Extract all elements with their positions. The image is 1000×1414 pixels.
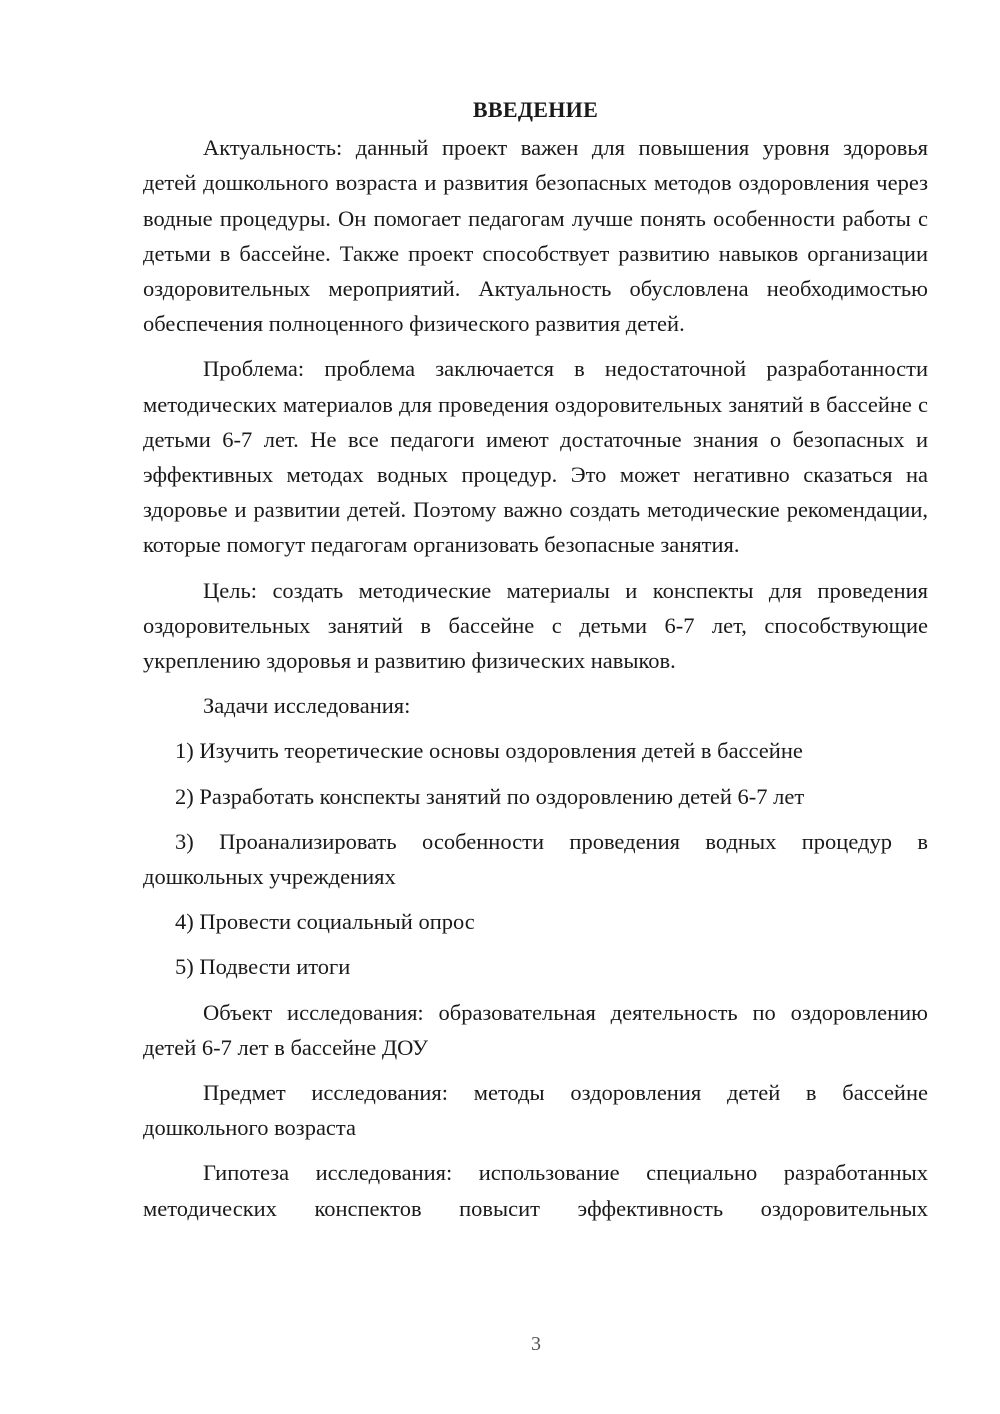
task-item: 1) Изучить теоретические основы оздоровления детей в бассейне bbox=[175, 738, 803, 764]
paragraph-relevance: Актуальность: данный проект важен для повышения уровня здоровья детей дошкольного возраста и развития безопасных методов оздоровления через водные процедуры. Он помогает педагогам лучше понять особенности работы с детьми в бассейне. Также проект способствует развитию навыков организации оздоровительных мероприятий. Актуальность обусловлена необходимостью обеспечения полноценного физического развития детей. bbox=[143, 135, 928, 337]
paragraph-subject: Предмет исследования: методы оздоровления детей в бассейне дошкольного возраста bbox=[143, 1080, 928, 1141]
paragraph-object: Объект исследования: образовательная деятельность по оздоровлению детей 6-7 лет в бассейне ДОУ bbox=[143, 999, 928, 1060]
page-body bbox=[143, 92, 928, 1226]
page-title: ВВЕДЕНИЕ bbox=[472, 97, 599, 122]
paragraph-goal: Цель: создать методические материалы и конспекты для проведения оздоровительных занятий в бассейне с детьми 6-7 лет, способствующие укреплению здоровья и развитию физических навыков. bbox=[143, 577, 928, 674]
task-item: 5) Подвести итоги bbox=[175, 954, 351, 980]
tasks-heading: Задачи исследования: bbox=[203, 693, 411, 719]
paragraph-problem: Проблема: проблема заключается в недостаточной разработанности методических материалов для проведения оздоровительных занятий в бассейне с детьми 6-7 лет. Не все педагоги имеют достаточные знания о безопасных и эффективных методах водных процедур. Это может негативно сказаться на здоровье и развитии детей. Поэтому важно создать методические рекомендации, которые помогут педагогам организовать безопасные занятия. bbox=[143, 356, 928, 558]
task-item: 4) Провести социальный опрос bbox=[175, 909, 475, 935]
paragraph-hypothesis: Гипотеза исследования: использование специально разработанных методических конспектов повысит эффективность оздоровительных bbox=[143, 1160, 928, 1221]
task-item: 2) Разработать конспекты занятий по оздоровлению детей 6-7 лет bbox=[175, 783, 805, 809]
page-number: 3 bbox=[531, 1333, 541, 1355]
task-item: 3) Проанализировать особенности проведения водных процедур в дошкольных учреждениях bbox=[143, 828, 928, 890]
